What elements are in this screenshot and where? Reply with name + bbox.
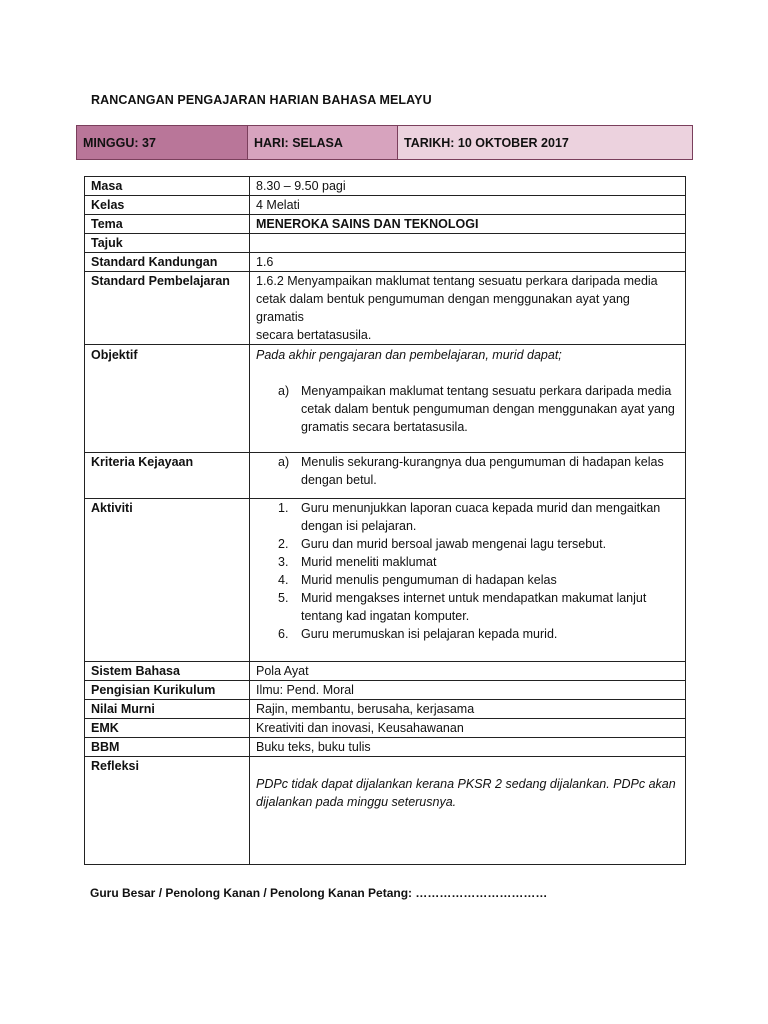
list-line: Guru dan murid bersoal jawab mengenai lagu tersebut. [301,537,607,551]
value-refleksi [250,757,686,865]
row-sistem-bahasa [85,662,686,681]
row-tema [85,215,686,234]
row-standard-kandungan [85,253,686,272]
list-marker: a) [278,455,290,469]
list-line: Murid mengakses internet untuk mendapatkan makumat lanjut [301,591,647,605]
list-line: dengan isi pelajaran. [301,519,417,533]
label-pengisian: Pengisian Kurikulum [85,681,250,700]
label-standard-kandungan: Standard Kandungan [85,253,250,272]
row-tajuk [85,234,686,253]
label-kelas: Kelas [85,196,250,215]
aktiviti-list [256,499,679,643]
value-objektif [250,345,686,453]
refleksi-line: dijalankan pada minggu seterusnya. [256,795,457,809]
list-marker: 6. [278,627,289,641]
row-standard-pembelajaran [85,272,686,345]
list-line: cetak dalam bentuk pengumuman dengan menggunakan ayat yang [301,402,675,416]
value-standard-pembelajaran [250,272,686,345]
hari-cell: HARI: SELASA [248,126,398,160]
list-line: Murid meneliti maklumat [301,555,437,569]
value-emk: Kreativiti dan inovasi, Keusahawanan [250,719,686,738]
signature-line: Guru Besar / Penolong Kanan / Penolong Kanan Petang: …………………………… [90,886,548,900]
header-table [76,125,693,160]
list-item [256,625,679,643]
list-marker: 3. [278,555,289,569]
value-tema: MENEROKA SAINS DAN TEKNOLOGI [250,215,686,234]
label-bbm: BBM [85,738,250,757]
list-item [256,499,679,535]
sp-line: secara bertatasusila. [256,328,372,342]
label-refleksi: Refleksi [85,757,250,865]
list-marker: 2. [278,537,289,551]
lesson-plan-table [84,176,686,865]
list-line: Menyampaikan maklumat tentang sesuatu perkara daripada media [301,384,672,398]
row-aktiviti [85,499,686,662]
label-nilai: Nilai Murni [85,700,250,719]
value-aktiviti [250,499,686,662]
refleksi-line: PDPc tidak dapat dijalankan kerana PKSR 2 sedang dijalankan. PDPc akan [256,777,676,791]
value-pengisian: Ilmu: Pend. Moral [250,681,686,700]
list-item [256,553,679,571]
label-tajuk: Tajuk [85,234,250,253]
list-marker: a) [278,384,290,398]
value-bbm: Buku teks, buku tulis [250,738,686,757]
label-aktiviti: Aktiviti [85,499,250,662]
list-item [256,589,679,625]
value-kelas: 4 Melati [250,196,686,215]
tarikh-cell: TARIKH: 10 OKTOBER 2017 [398,126,693,160]
document-title: RANCANGAN PENGAJARAN HARIAN BAHASA MELAYU [91,93,432,107]
label-sistem-bahasa: Sistem Bahasa [85,662,250,681]
value-sistem-bahasa: Pola Ayat [250,662,686,681]
list-line: Guru merumuskan isi pelajaran kepada murid. [301,627,558,641]
row-nilai [85,700,686,719]
list-item [256,453,679,489]
list-item [256,571,679,589]
value-masa: 8.30 – 9.50 pagi [250,177,686,196]
value-standard-kandungan: 1.6 [250,253,686,272]
value-kriteria [250,453,686,499]
list-line: Murid menulis pengumuman di hadapan kelas [301,573,557,587]
value-tajuk [250,234,686,253]
row-kriteria [85,453,686,499]
label-tema: Tema [85,215,250,234]
list-item [256,382,679,436]
list-marker: 4. [278,573,289,587]
value-nilai: Rajin, membantu, berusaha, kerjasama [250,700,686,719]
list-item [256,535,679,553]
row-pengisian [85,681,686,700]
label-kriteria: Kriteria Kejayaan [85,453,250,499]
label-masa: Masa [85,177,250,196]
list-line: dengan betul. [301,473,377,487]
label-objektif: Objektif [85,345,250,453]
label-standard-pembelajaran: Standard Pembelajaran [85,272,250,345]
list-marker: 5. [278,591,289,605]
row-refleksi [85,757,686,865]
row-masa [85,177,686,196]
list-line: Menulis sekurang-kurangnya dua pengumuman di hadapan kelas [301,455,664,469]
label-emk: EMK [85,719,250,738]
list-line: tentang kad ingatan komputer. [301,609,470,623]
list-marker: 1. [278,501,289,515]
minggu-cell: MINGGU: 37 [77,126,248,160]
row-objektif [85,345,686,453]
row-kelas [85,196,686,215]
objektif-intro: Pada akhir pengajaran dan pembelajaran, murid dapat; [256,348,562,362]
sp-line: cetak dalam bentuk pengumuman dengan menggunakan ayat yang gramatis [256,292,630,324]
objektif-list [256,382,679,436]
list-line: gramatis secara bertatasusila. [301,420,468,434]
row-bbm [85,738,686,757]
kriteria-list [256,453,679,489]
row-emk [85,719,686,738]
list-line: Guru menunjukkan laporan cuaca kepada murid dan mengaitkan [301,501,661,515]
sp-line: 1.6.2 Menyampaikan maklumat tentang sesuatu perkara daripada media [256,274,658,288]
